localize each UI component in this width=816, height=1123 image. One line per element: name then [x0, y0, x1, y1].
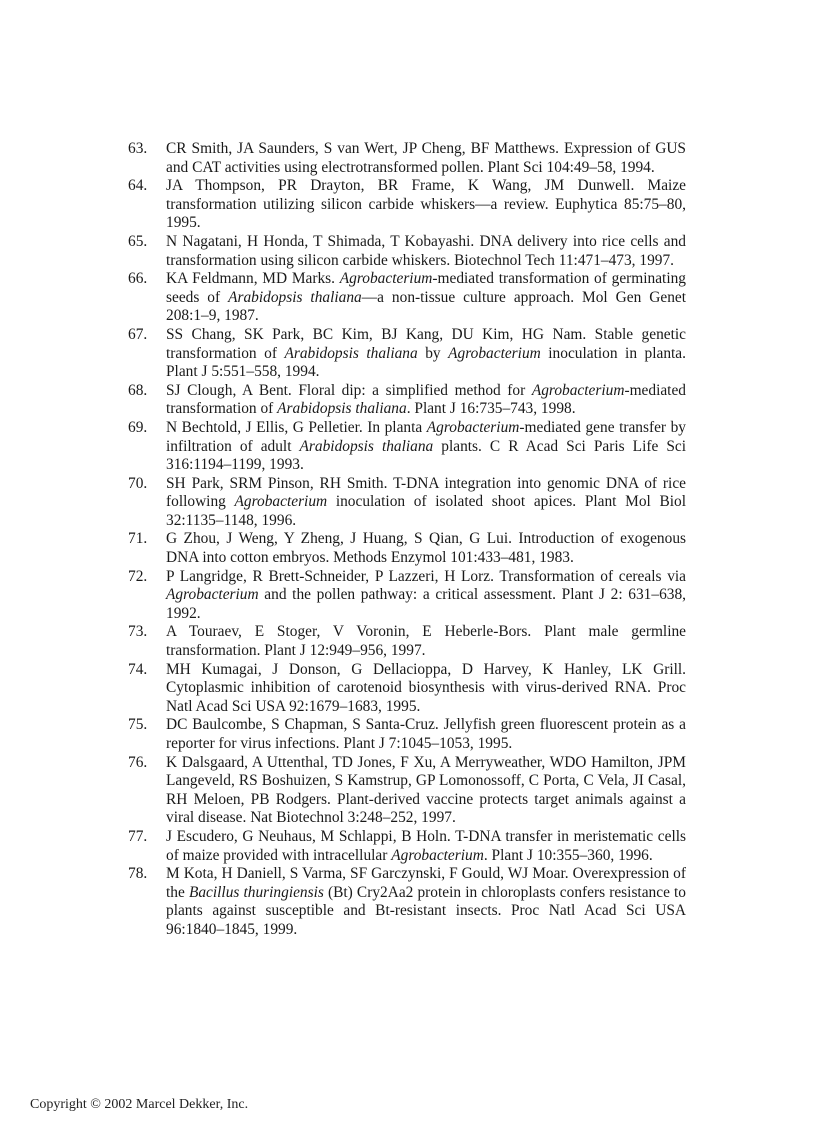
reference-number: 69. [128, 418, 148, 436]
reference-list [128, 140, 686, 940]
text-run: KA Feldmann, MD Marks. [166, 270, 340, 288]
reference-item [128, 140, 686, 177]
reference-text [166, 270, 686, 326]
reference-number: 72. [128, 567, 148, 585]
reference-text [166, 140, 686, 177]
text-run: J Escudero, G Neuhaus, M Schlappi, B Holn. T-DNA transfer in meristematic cells of maize provided with intracellular [166, 827, 686, 864]
reference-text [166, 326, 686, 382]
reference-number: 65. [128, 232, 148, 250]
reference-number: 67. [128, 325, 148, 343]
text-run: N Bechtold, J Ellis, G Pelletier. In planta [166, 418, 427, 436]
reference-item [128, 754, 686, 828]
reference-number: 68. [128, 381, 148, 399]
text-run: G Zhou, J Weng, Y Zheng, J Huang, S Qian, G Lui. Introduction of exogenous DNA into cotton embryos. Methods Enzymol 101:433–481, 1983. [166, 530, 686, 567]
reference-text [166, 233, 686, 270]
reference-item [128, 326, 686, 382]
copyright-footer: Copyright © 2002 Marcel Dekker, Inc. [30, 1097, 249, 1112]
text-run: A Touraev, E Stoger, V Voronin, E Heberle-Bors. Plant male germline transformation. Plant J 12:949–956, 1997. [166, 623, 686, 660]
text-run: -mediated transformation of [166, 381, 686, 418]
reference-text [166, 530, 686, 567]
text-run: inoculation in planta. Plant J 5:551–558, 1994. [166, 344, 686, 381]
reference-item [128, 419, 686, 475]
text-run: MH Kumagai, J Donson, G Dellacioppa, D Harvey, K Hanley, LK Grill. Cytoplasmic inhibition of carotenoid biosynthesis with virus-derived RNA. Proc Natl Acad Sci USA 92:1679–1683, 1995. [166, 660, 686, 715]
reference-item [128, 530, 686, 567]
reference-item [128, 270, 686, 326]
text-run: JA Thompson, PR Drayton, BR Frame, K Wang, JM Dunwell. Maize transformation utilizing silicon carbide whiskers—a review. Euphytica 85:75–80, 1995. [166, 177, 686, 232]
text-run: DC Baulcombe, S Chapman, S Santa-Cruz. Jellyfish green fluorescent protein as a reporter for virus infections. Plant J 7:1045–1053, 1995. [166, 716, 686, 752]
reference-text [166, 716, 686, 753]
reference-number: 78. [128, 865, 148, 883]
text-run: SH Park, SRM Pinson, RH Smith. T-DNA integration into genomic DNA of rice following [166, 474, 686, 511]
reference-text [166, 661, 686, 717]
italic-term: Agrobacterium [339, 270, 433, 288]
reference-item [128, 716, 686, 753]
italic-term: Agrobacterium [166, 586, 259, 604]
text-run: (Bt) Cry2Aa2 protein in chloroplasts confers resistance to plants against susceptible and Bt-resistant insects. Proc Natl Acad Sci USA 96:1840–1845, 1999. [166, 883, 686, 938]
reference-number: 76. [128, 753, 148, 771]
text-run: -mediated gene transfer by infiltration of adult [166, 418, 686, 455]
reference-number: 66. [128, 270, 148, 288]
reference-item [128, 177, 686, 233]
text-run: K Dalsgaard, A Uttenthal, TD Jones, F Xu, A Merryweather, WDO Hamilton, JPM Langeveld, RS Boshuizen, S Kamstrup, GP Lomonossoff, C Porta, C Vela, JI Casal, RH Meloen, PB Rodgers. Plant-derived vaccine protects target animals against a viral disease. Nat Biotechnol 3:248–252, 1997. [166, 753, 686, 827]
reference-number: 74. [128, 660, 148, 678]
text-run: -mediated transformation of germinating seeds of [166, 270, 686, 306]
text-run: CR Smith, JA Saunders, S van Wert, JP Cheng, BF Matthews. Expression of GUS and CAT activities using electrotransformed pollen. Plant Sci 104:49–58, 1994. [166, 140, 686, 176]
reference-text [166, 382, 686, 419]
text-run: —a non-tissue culture approach. Mol Gen Genet 208:1–9, 1987. [166, 288, 686, 325]
italic-term: Arabidopsis thaliana [299, 437, 434, 455]
reference-item [128, 233, 686, 270]
reference-number: 77. [128, 827, 148, 845]
reference-number: 75. [128, 716, 148, 734]
reference-number: 70. [128, 474, 148, 492]
text-run: and the pollen pathway: a critical assessment. Plant J 2: 631–638, 1992. [166, 586, 686, 622]
reference-item [128, 568, 686, 624]
reference-item [128, 475, 686, 531]
italic-term: Agrobacterium [426, 418, 520, 436]
reference-item [128, 382, 686, 419]
reference-item [128, 623, 686, 660]
italic-term: Agrobacterium [531, 381, 625, 399]
reference-text [166, 865, 686, 939]
reference-text [166, 623, 686, 660]
italic-term: Arabidopsis thaliana [277, 400, 407, 418]
reference-text [166, 828, 686, 865]
italic-term: Bacillus thuringiensis [188, 883, 324, 901]
italic-term: Agrobacterium [448, 344, 541, 362]
text-run: N Nagatani, H Honda, T Shimada, T Kobayashi. DNA delivery into rice cells and transformation using silicon carbide whiskers. Biotechnol Tech 11:471–473, 1997. [166, 232, 686, 269]
reference-text [166, 419, 686, 475]
italic-term: Agrobacterium [391, 846, 484, 864]
text-run: plants. C R Acad Sci Paris Life Sci 316:1194–1199, 1993. [166, 437, 686, 474]
reference-item [128, 828, 686, 865]
text-run: M Kota, H Daniell, S Varma, SF Garczynski, F Gould, WJ Moar. Overexpression of the [166, 865, 686, 901]
text-run: inoculation of isolated shoot apices. Plant Mol Biol 32:1135–1148, 1996. [166, 493, 686, 529]
text-run: SS Chang, SK Park, BC Kim, BJ Kang, DU Kim, HG Nam. Stable genetic transformation of [166, 325, 686, 362]
text-run: . Plant J 16:735–743, 1998. [406, 400, 576, 418]
text-run: by [417, 344, 449, 362]
text-run: . Plant J 10:355–360, 1996. [483, 846, 653, 864]
italic-term: Agrobacterium [234, 493, 328, 511]
reference-number: 63. [128, 140, 148, 157]
reference-text [166, 177, 686, 233]
reference-item [128, 865, 686, 939]
reference-item [128, 661, 686, 717]
text-run: P Langridge, R Brett-Schneider, P Lazzeri, H Lorz. Transformation of cereals via [166, 567, 686, 585]
reference-number: 71. [128, 530, 148, 548]
reference-number: 64. [128, 177, 148, 195]
italic-term: Arabidopsis thaliana [284, 344, 418, 362]
reference-text [166, 568, 686, 624]
text-run: SJ Clough, A Bent. Floral dip: a simplified method for [166, 381, 532, 399]
reference-number: 73. [128, 623, 148, 641]
italic-term: Arabidopsis thaliana [228, 288, 362, 306]
reference-text [166, 475, 686, 531]
reference-text [166, 754, 686, 828]
